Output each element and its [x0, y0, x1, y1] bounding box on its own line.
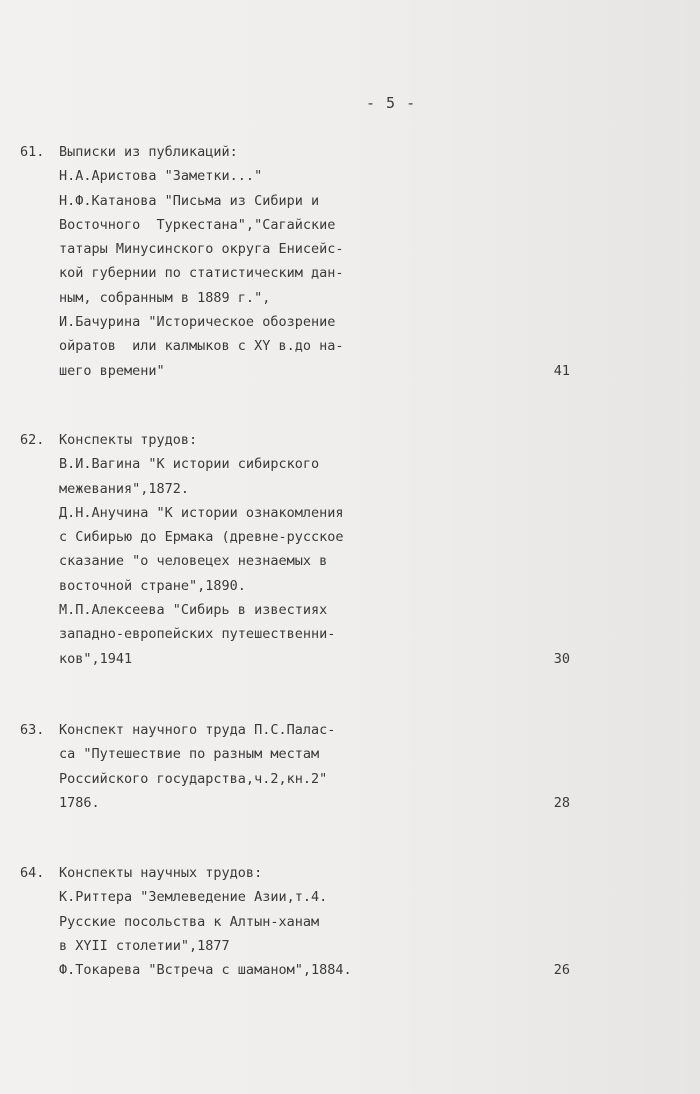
entry-line: 1786. [59, 794, 100, 811]
entry-line: Конспекты научных трудов: [59, 865, 263, 881]
entry-line: И.Бачурина "Историческое обозрение [59, 314, 336, 331]
entry-line: восточной стране",1890. [59, 577, 246, 594]
entry-line: с Сибирью до Ермака (древне-русское [59, 529, 344, 546]
entry-line: ойратов или калмыков с XY в.до на- [59, 338, 344, 355]
entry-page-count: 30 [553, 650, 570, 667]
entry-line: Российского государства,ч.2,кн.2" [59, 770, 328, 787]
entry-line: В.И.Вагина "К истории сибирского [59, 456, 320, 473]
entry-line: Д.Н.Анучина "К истории ознакомления [59, 504, 344, 521]
entry-text [59, 861, 404, 982]
entry-number: 61. [20, 144, 45, 160]
entry-text [59, 428, 404, 671]
entry-page-count: 26 [553, 962, 570, 979]
entry-line: шего времени" [59, 362, 165, 379]
entry-line: межевания",1872. [59, 480, 190, 497]
entry-line: в XYII столетии",1877 [59, 937, 230, 954]
entry-line: Выписки из публикаций: [59, 144, 238, 160]
entry-number: 63. [20, 722, 45, 738]
page-number: - 5 - [366, 94, 417, 112]
entry-line: сказание "о человецех незнаемых в [59, 553, 328, 570]
entry-line: М.П.Алексеева "Сибирь в известиях [59, 602, 328, 619]
entry-page-count: 28 [553, 794, 570, 811]
entry-line: Восточного Туркестана","Сагайские [59, 216, 336, 233]
entry-line: са "Путешествие по разным местам [59, 746, 320, 763]
entry-text [59, 140, 404, 383]
entry-line: Конспекты трудов: [59, 432, 198, 448]
entry-line: ков",1941 [59, 650, 133, 667]
entry-page-count: 41 [553, 362, 570, 379]
entry-number: 64. [20, 865, 45, 881]
entry-line: ным, собранным в 1889 г.", [59, 289, 271, 306]
entry-line: Ф.Токарева "Встреча с шаманом",1884. [59, 962, 352, 979]
entry-line: Н.Ф.Катанова "Письма из Сибири и [59, 192, 320, 209]
entry-text [59, 718, 404, 815]
entry-line: кой губернии по статистическим дан- [59, 265, 344, 282]
entry-line: Н.А.Аристова "Заметки..." [59, 168, 263, 185]
entry-line: татары Минусинского округа Енисейс- [59, 241, 344, 258]
entry-line: Конспект научного труда П.С.Палас- [59, 722, 336, 738]
entry-line: К.Риттера "Землеведение Азии,т.4. [59, 889, 328, 906]
entry-line: западно-европейских путешественни- [59, 626, 336, 643]
entry-number: 62. [20, 432, 45, 448]
entry-line: Русские посольства к Алтын-ханам [59, 913, 320, 930]
